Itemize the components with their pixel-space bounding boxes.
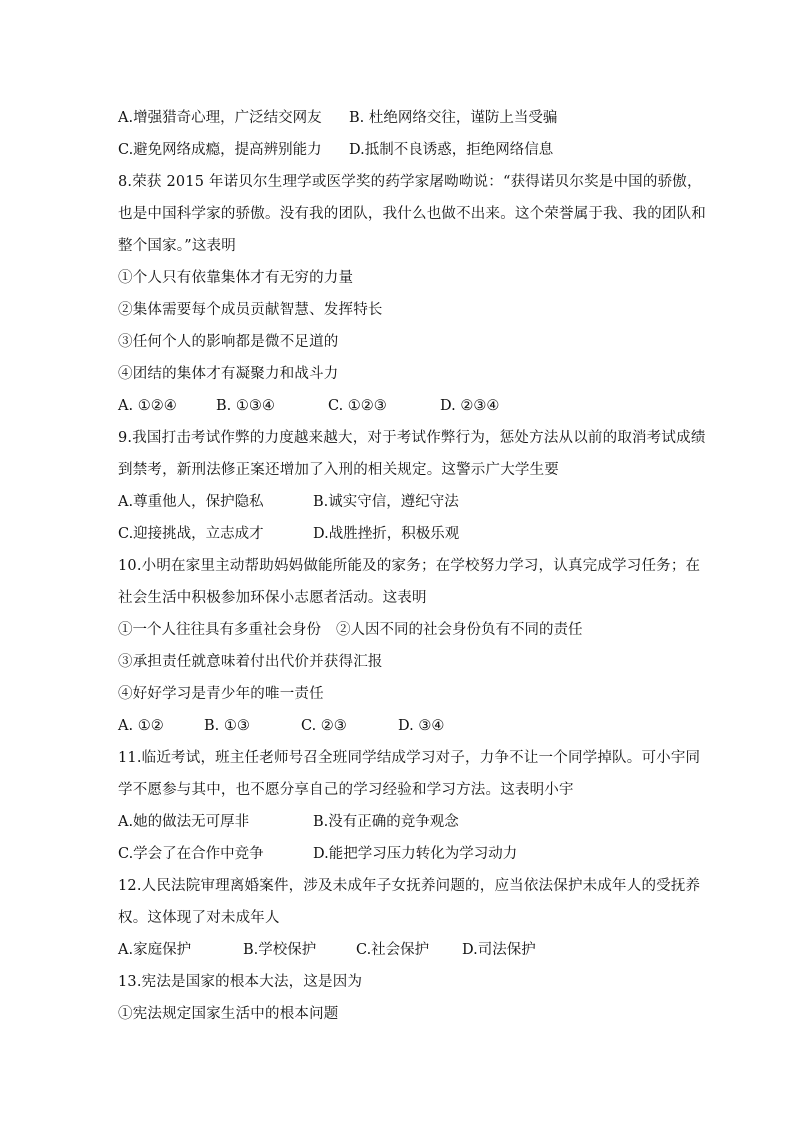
q8-item: ①个人只有依靠集体才有无穷的力量 [118,270,354,286]
q8-option-d: D. ②③④ [440,398,500,414]
q10-option-d: D. ③④ [398,718,445,734]
q12-stem-line: 权。这体现了对未成年人 [118,910,280,926]
q8-option-b: B. ①③④ [216,398,275,414]
q13-item: ①宪法规定国家生活中的根本问题 [118,1006,339,1022]
q10-option-c: C. ②③ [301,718,347,734]
q10-stem-line: 10.小明在家里主动帮助妈妈做能所能及的家务；在学校努力学习，认真完成学习任务；在 [118,558,701,574]
q8-option-a: A. ①②④ [118,398,177,414]
q10-item: ④好好学习是青少年的唯一责任 [118,686,324,702]
q11-option-c: C.学会了在合作中竞争 [118,846,264,862]
q11-stem-line: 11.临近考试，班主任老师号召全班同学结成学习对子，力争不让一个同学掉队。可小宇同 [118,750,701,766]
q7-option-d: D.抵制不良诱惑，拒绝网络信息 [349,142,554,158]
q11-stem-line: 学不愿参与其中，也不愿分享自己的学习经验和学习方法。这表明小宇 [118,782,574,798]
q8-stem-line: 8.荣获 2015 年诺贝尔生理学或医学奖的药学家屠呦呦说：“获得诺贝尔奖是中国的骄傲， [118,174,702,190]
q10-item: ①一个人往往具有多重社会身份 [118,622,321,638]
q8-item: ②集体需要每个成员贡献智慧、发挥特长 [118,302,383,318]
q11-option-a: A.她的做法无可厚非 [118,814,250,830]
q9-option-c: C.迎接挑战，立志成才 [118,526,264,542]
q12-option-b: B.学校保护 [243,942,317,958]
q8-stem-line: 整个国家。”这表明 [118,238,236,254]
q10-item: ③承担责任就意味着付出代价并获得汇报 [118,654,383,670]
q12-option-d: D.司法保护 [462,942,536,958]
q9-option-a: A.尊重他人，保护隐私 [118,494,264,510]
q11-option-d: D.能把学习压力转化为学习动力 [313,846,518,862]
q8-item: ③任何个人的影响都是微不足道的 [118,334,339,350]
q12-option-c: C.社会保护 [356,942,430,958]
q12-option-a: A.家庭保护 [118,942,192,958]
q11-option-b: B.没有正确的竞争观念 [313,814,459,830]
q9-stem-line: 9.我国打击考试作弊的力度越来越大，对于考试作弊行为，惩处方法从以前的取消考试成绩 [118,430,706,446]
q9-stem-line: 到禁考，新刑法修正案还增加了入刑的相关规定。这警示广大学生要 [118,462,559,478]
q8-stem-line: 也是中国科学家的骄傲。没有我的团队，我什么也做不出来。这个荣誉属于我、我的团队和 [118,206,706,222]
q12-stem-line: 12.人民法院审理离婚案件，涉及未成年子女抚养问题的，应当依法保护未成年人的受抚养 [118,878,701,894]
q10-option-b: B. ①③ [204,718,250,734]
q7-option-c: C.避免网络成瘾，提高辨别能力 [118,142,322,158]
q7-option-a: A.增强猎奇心理，广泛结交网友 [118,110,322,126]
q7-option-b: B. 杜绝网络交往，谨防上当受骗 [349,110,558,126]
q10-item: ②人因不同的社会身份负有不同的责任 [336,622,583,638]
q9-option-d: D.战胜挫折，积极乐观 [313,526,460,542]
q9-option-b: B.诚实守信，遵纪守法 [313,494,459,510]
q10-stem-line: 社会生活中积极参加环保小志愿者活动。这表明 [118,590,427,606]
q10-option-a: A. ①② [118,718,164,734]
q8-item: ④团结的集体才有凝聚力和战斗力 [118,366,339,382]
q8-option-c: C. ①②③ [328,398,387,414]
q13-stem-line: 13.宪法是国家的根本大法，这是因为 [118,974,363,990]
